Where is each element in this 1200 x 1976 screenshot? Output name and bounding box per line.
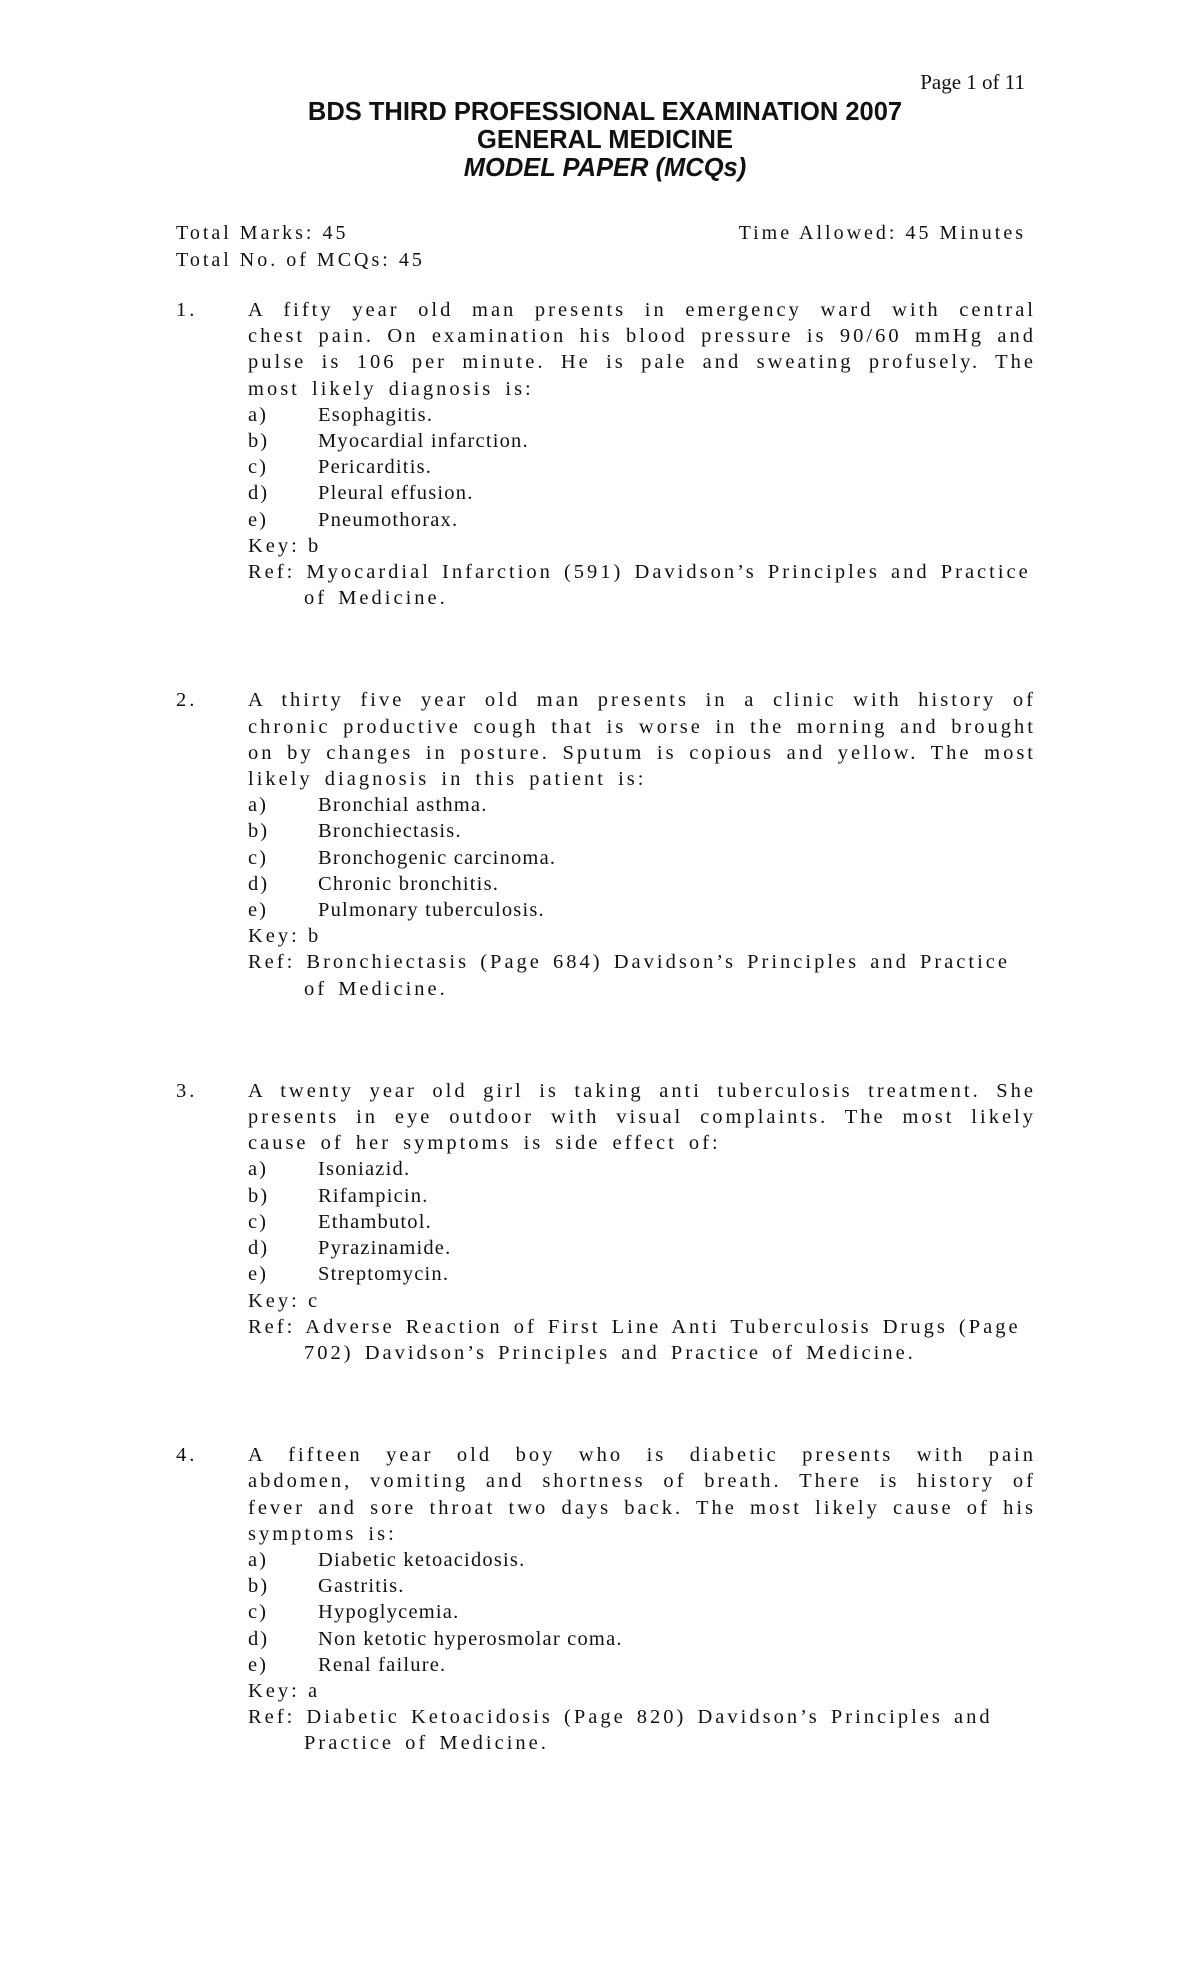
option-label: a) [248,403,268,426]
option-label: e) [248,1263,268,1286]
question-list [176,297,1036,1833]
exam-meta [176,220,1036,274]
option-label: d) [248,1237,270,1260]
option-label: d) [248,1627,270,1650]
option-text: Pneumothorax. [318,508,459,531]
option-text: Chronic bronchitis. [318,872,500,895]
option-d [248,1235,1036,1261]
option-label: a) [248,1548,268,1571]
question-stem: A thirty five year old man presents in a clinic with history of chronic productive cough that is worse in the morning and brought on by changes in posture. Sputum is copious and yellow. The most likely diagnosis in this patient is: [248,689,1036,791]
option-label: a) [248,1158,268,1181]
option-label: e) [248,899,268,922]
question-3 [176,1078,1036,1366]
option-a [248,1156,1036,1182]
answer-key: Key: b [248,534,322,557]
option-text: Isoniazid. [318,1158,411,1181]
option-d [248,1626,1036,1652]
subject-title: GENERAL MEDICINE [477,126,733,154]
question-number: 2. [176,689,198,712]
time-allowed: Time Allowed: 45 Minutes [738,222,1026,244]
option-text: Gastritis. [318,1575,405,1598]
option-e [248,1261,1036,1287]
question-4 [176,1442,1036,1756]
option-c [248,454,1036,480]
question-2 [176,687,1036,1001]
option-text: Diabetic ketoacidosis. [318,1548,526,1571]
option-e [248,897,1036,923]
option-label: b) [248,820,270,843]
page-number: Page 1 of 11 [920,70,1025,94]
reference: Ref: Diabetic Ketoacidosis (Page 820) Davidson’s Principles and Practice of Medicine. [248,1706,993,1755]
option-label: c) [248,1601,268,1624]
option-text: Pericarditis. [318,456,433,479]
option-text: Bronchogenic carcinoma. [318,846,557,869]
option-label: e) [248,1653,268,1676]
reference: Ref: Myocardial Infarction (591) Davidson’s Principles and Practice of Medicine. [248,561,1031,610]
question-number: 1. [176,299,198,321]
question-1 [176,297,1036,611]
option-label: c) [248,846,268,869]
option-label: b) [248,430,270,453]
answer-key: Key: c [248,1289,321,1312]
answer-key: Key: a [248,1679,321,1702]
option-label: b) [248,1184,270,1207]
option-text: Streptomycin. [318,1263,450,1286]
question-number: 4. [176,1444,198,1467]
answer-key: Key: b [248,925,322,948]
option-d [248,871,1036,897]
total-marks: Total Marks: 45 [176,222,349,244]
option-b [248,1183,1036,1209]
reference: Ref: Adverse Reaction of First Line Anti Tuberculosis Drugs (Page 702) Davidson’s Principles and Practice of Medicine. [248,1315,1021,1364]
question-stem: A fifteen year old boy who is diabetic presents with pain abdomen, vomiting and shortness of breath. There is history of fever and sore throat two days back. The most likely cause of his symptoms is: [248,1444,1036,1545]
option-text: Hypoglycemia. [318,1601,460,1624]
reference: Ref: Bronchiectasis (Page 684) Davidson’s Principles and Practice of Medicine. [248,951,1010,1000]
option-label: d) [248,872,270,895]
option-text: Bronchial asthma. [318,794,488,817]
question-stem: A twenty year old girl is taking anti tuberculosis treatment. She presents in eye outdoor with visual complaints. The most likely cause of her symptoms is side effect of: [248,1079,1036,1155]
option-text: Bronchiectasis. [318,820,462,843]
option-label: a) [248,794,268,817]
total-mcqs: Total No. of MCQs: 45 [176,249,425,271]
option-label: e) [248,508,268,531]
option-text: Renal failure. [318,1653,447,1676]
option-label: c) [248,1210,268,1233]
option-e [248,1652,1036,1678]
option-text: Pyrazinamide. [318,1237,452,1260]
option-text: Pleural effusion. [318,482,474,505]
option-text: Non ketotic hyperosmolar coma. [318,1627,623,1650]
option-a [248,792,1036,818]
option-c [248,1599,1036,1625]
exam-title: BDS THIRD PROFESSIONAL EXAMINATION 2007 [307,98,903,126]
question-stem: A fifty year old man presents in emergency ward with central chest pain. On examination his blood pressure is 90/60 mmHg and pulse is 106 per minute. He is pale and sweating profusely. The most likely diagnosis is: [248,299,1036,400]
option-text: Esophagitis. [318,403,434,426]
option-label: b) [248,1575,270,1598]
option-b [248,428,1036,454]
option-c [248,1209,1036,1235]
option-b [248,1573,1036,1599]
option-e [248,507,1036,533]
option-text: Rifampicin. [318,1184,429,1207]
document-header [0,98,1200,182]
option-a [248,1547,1036,1573]
option-text: Ethambutol. [318,1210,432,1233]
question-number: 3. [176,1079,198,1102]
option-b [248,818,1036,844]
option-c [248,845,1036,871]
option-label: c) [248,456,268,479]
option-d [248,480,1036,506]
option-label: d) [248,482,270,505]
option-a [248,402,1036,428]
option-text: Pulmonary tuberculosis. [318,899,545,922]
paper-title: MODEL PAPER (MCQs) [463,154,747,182]
option-text: Myocardial infarction. [318,430,529,453]
